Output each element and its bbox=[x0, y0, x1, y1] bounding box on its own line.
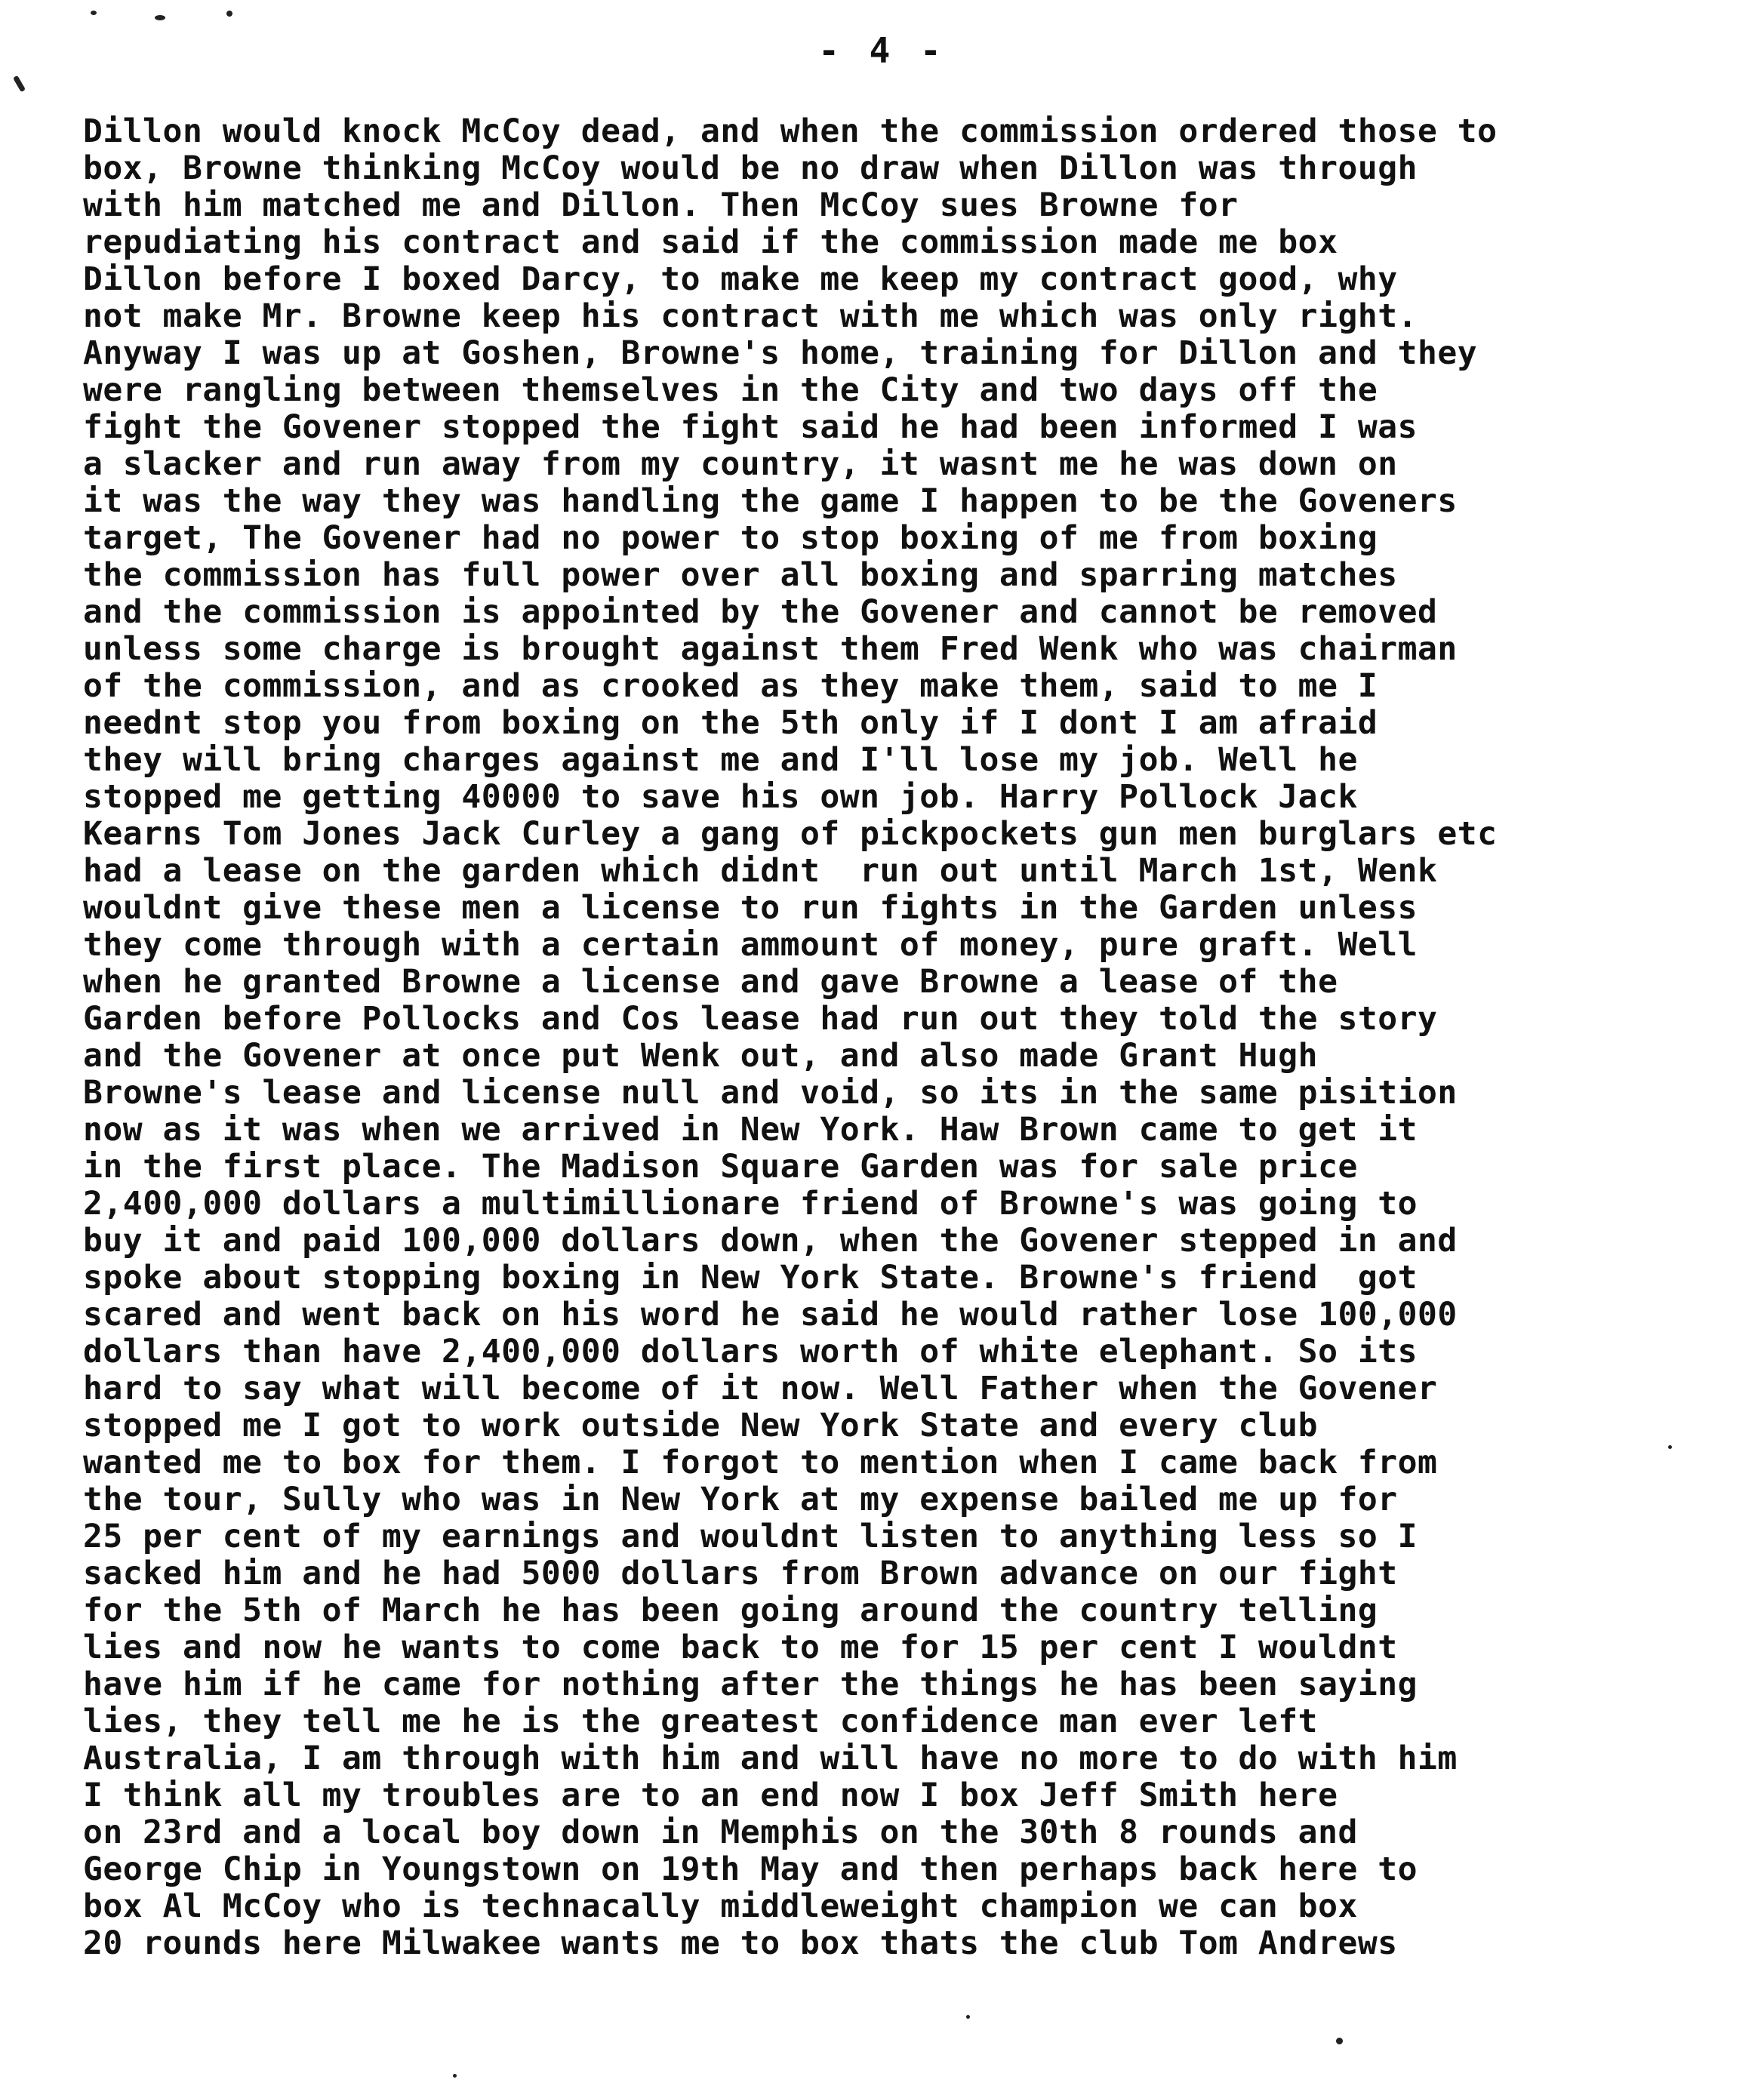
letter-line: Australia, I am through with him and will have no more to do with him bbox=[83, 1740, 1458, 1777]
ink-speck bbox=[966, 2015, 970, 2019]
letter-line: wanted me to box for them. I forgot to mention when I came back from bbox=[83, 1444, 1438, 1481]
letter-line: George Chip in Youngstown on 19th May and then perhaps back here to bbox=[83, 1851, 1418, 1888]
ink-speck bbox=[453, 2074, 457, 2078]
letter-line: dollars than have 2,400,000 dollars worth of white elephant. So its bbox=[83, 1334, 1418, 1370]
letter-line: Dillon before I boxed Darcy, to make me keep my contract good, why bbox=[83, 261, 1398, 298]
ink-speck bbox=[91, 11, 97, 15]
letter-line: they will bring charges against me and I'll lose my job. Well he bbox=[83, 742, 1358, 779]
letter-line: it was the way they was handling the game I happen to be the Goveners bbox=[83, 483, 1458, 520]
letter-line: the commission has full power over all boxing and sparring matches bbox=[83, 557, 1398, 594]
letter-line: lies, they tell me he is the greatest confidence man ever left bbox=[83, 1703, 1319, 1740]
ink-speck bbox=[155, 15, 165, 20]
letter-line: box, Browne thinking McCoy would be no draw when Dillon was through bbox=[83, 150, 1418, 187]
letter-line: had a lease on the garden which didnt run out until March 1st, Wenk bbox=[83, 853, 1438, 890]
letter-line: a slacker and run away from my country, it wasnt me he was down on bbox=[83, 446, 1398, 483]
letter-line: wouldnt give these men a license to run fights in the Garden unless bbox=[83, 890, 1418, 927]
letter-line: Browne's lease and license null and void, so its in the same pisition bbox=[83, 1075, 1458, 1112]
letter-line: repudiating his contract and said if the commission made me box bbox=[83, 224, 1338, 261]
letter-line: Anyway I was up at Goshen, Browne's home, training for Dillon and they bbox=[83, 335, 1478, 372]
letter-line: Dillon would knock McCoy dead, and when the commission ordered those to bbox=[83, 113, 1498, 150]
letter-line: sacked him and he had 5000 dollars from Brown advance on our fight bbox=[83, 1555, 1398, 1592]
letter-line: now as it was when we arrived in New York. Haw Brown came to get it bbox=[83, 1112, 1418, 1149]
letter-line: 20 rounds here Milwakee wants me to box thats the club Tom Andrews bbox=[83, 1925, 1398, 1962]
letter-line: box Al McCoy who is technacally middleweight champion we can box bbox=[83, 1888, 1358, 1925]
letter-line: and the commission is appointed by the Govener and cannot be removed bbox=[83, 594, 1438, 631]
letter-line: hard to say what will become of it now. Well Father when the Govener bbox=[83, 1370, 1438, 1407]
ink-speck bbox=[13, 75, 26, 93]
letter-line: neednt stop you from boxing on the 5th only if I dont I am afraid bbox=[83, 705, 1378, 742]
letter-line: I think all my troubles are to an end now I box Jeff Smith here bbox=[83, 1777, 1338, 1814]
letter-line: were rangling between themselves in the City and two days off the bbox=[83, 372, 1378, 409]
letter-line: for the 5th of March he has been going around the country telling bbox=[83, 1592, 1378, 1629]
letter-line: 25 per cent of my earnings and wouldnt listen to anything less so I bbox=[83, 1518, 1418, 1555]
letter-line: not make Mr. Browne keep his contract with me which was only right. bbox=[83, 298, 1418, 335]
letter-line: the tour, Sully who was in New York at my expense bailed me up for bbox=[83, 1481, 1398, 1518]
letter-line: on 23rd and a local boy down in Memphis on the 30th 8 rounds and bbox=[83, 1814, 1358, 1851]
page-number: - 4 - bbox=[818, 30, 946, 71]
letter-line: 2,400,000 dollars a multimillionare friend of Browne's was going to bbox=[83, 1186, 1418, 1223]
letter-line: with him matched me and Dillon. Then McCoy sues Browne for bbox=[83, 187, 1239, 224]
letter-line: have him if he came for nothing after the things he has been saying bbox=[83, 1666, 1418, 1703]
letter-line: lies and now he wants to come back to me for 15 per cent I wouldnt bbox=[83, 1629, 1398, 1666]
letter-line: Kearns Tom Jones Jack Curley a gang of pickpockets gun men burglars etc bbox=[83, 816, 1498, 853]
letter-line: spoke about stopping boxing in New York State. Browne's friend got bbox=[83, 1260, 1418, 1297]
letter-line: stopped me I got to work outside New York State and every club bbox=[83, 1407, 1319, 1444]
letter-line: of the commission, and as crooked as they make them, said to me I bbox=[83, 668, 1378, 705]
letter-line: buy it and paid 100,000 dollars down, when the Govener stepped in and bbox=[83, 1223, 1458, 1260]
ink-speck bbox=[226, 11, 232, 17]
letter-line: when he granted Browne a license and gave Browne a lease of the bbox=[83, 964, 1338, 1001]
letter-line: Garden before Pollocks and Cos lease had run out they told the story bbox=[83, 1001, 1438, 1038]
letter-line: fight the Govener stopped the fight said he had been informed I was bbox=[83, 409, 1418, 446]
letter-body bbox=[83, 113, 1683, 1962]
letter-line: and the Govener at once put Wenk out, and also made Grant Hugh bbox=[83, 1038, 1319, 1075]
ink-speck bbox=[1336, 2038, 1343, 2044]
letter-line: target, The Govener had no power to stop boxing of me from boxing bbox=[83, 520, 1378, 557]
letter-line: they come through with a certain ammount of money, pure graft. Well bbox=[83, 927, 1418, 964]
letter-line: scared and went back on his word he said he would rather lose 100,000 bbox=[83, 1297, 1458, 1334]
letter-line: unless some charge is brought against them Fred Wenk who was chairman bbox=[83, 631, 1458, 668]
letter-line: in the first place. The Madison Square Garden was for sale price bbox=[83, 1149, 1358, 1186]
letter-line: stopped me getting 40000 to save his own job. Harry Pollock Jack bbox=[83, 779, 1358, 816]
